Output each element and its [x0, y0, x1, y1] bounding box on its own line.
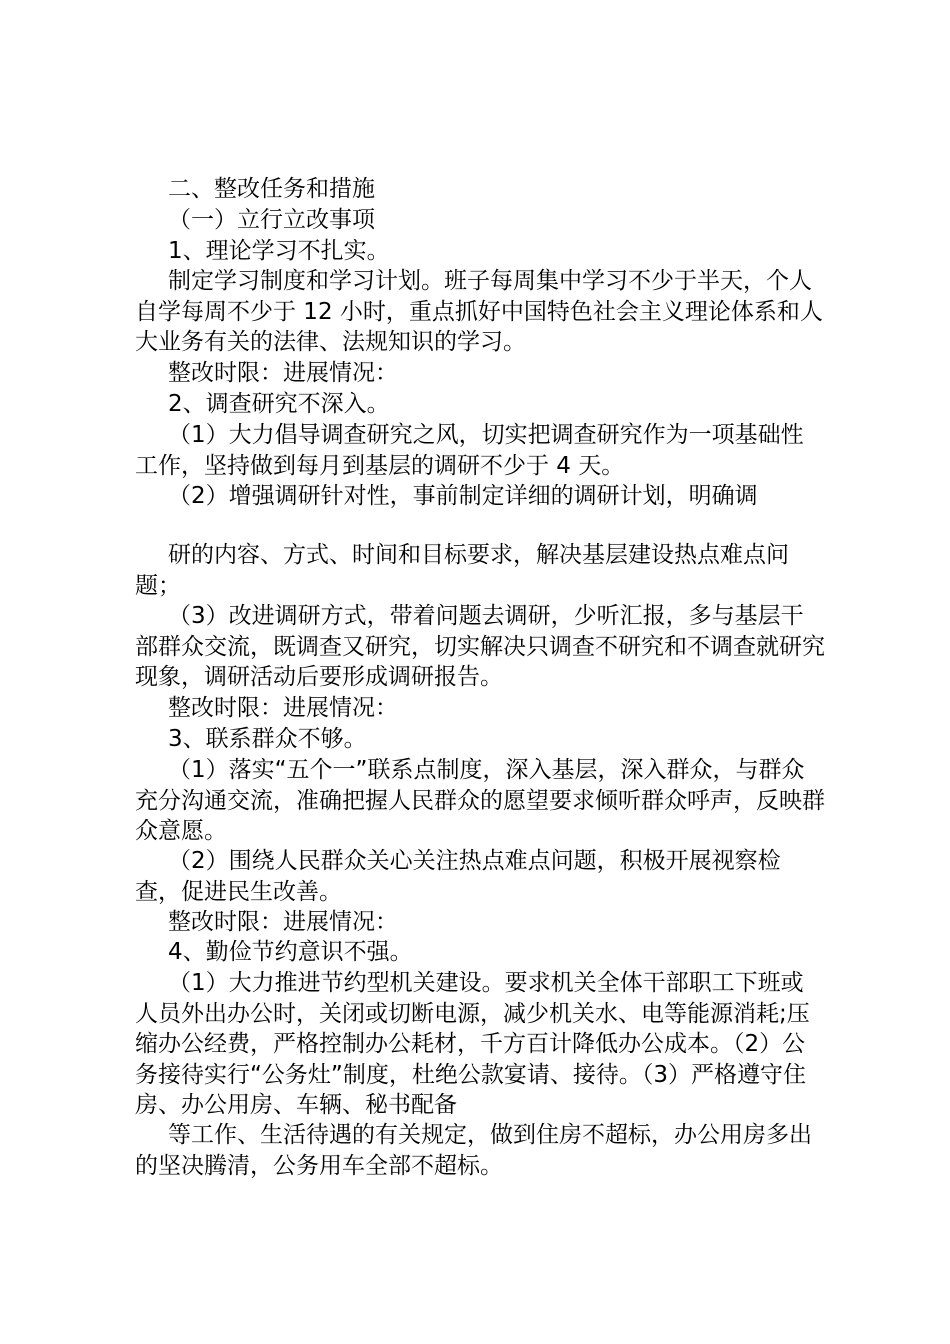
paragraph-contact-1: （1）落实“五个一”联系点制度，深入基层，深入群众，与群众充分沟通交流，准确把握人民群众的愿望要求倾听群众呼声，反映群众意愿。: [135, 757, 825, 844]
paragraph-research-3: （3）改进调研方式，带着问题去调研，少听汇报，多与基层干部群众交流，既调查又研究，切实解决只调查不研究和不调查就研究现象，调研活动后要形成调研报告。: [135, 603, 825, 690]
deadline-line-2: 整改时限：进展情况：: [168, 695, 398, 721]
paragraph-study-plan: 制定学习制度和学习计划。班子每周集中学习不少于半天，个人自学每周不少于 12 小时，重点抓好中国特色社会主义理论体系和人大业务有关的法律、法规知识的学习。: [135, 268, 823, 355]
subsection-heading: （一）立行立改事项: [168, 207, 375, 233]
paragraph-thrift-cont: 等工作、生活待遇的有关规定，做到住房不超标，办公用房多出的坚决腾清，公务用车全部不超标。: [135, 1122, 812, 1179]
paragraph-thrift: （1）大力推进节约型机关建设。要求机关全体干部职工下班或人员外出办公时，关闭或切断电源，减少机关水、电等能源消耗;压缩办公经费，严格控制办公耗材，千方百计降低办公成本。（2）公务接待实行“公务灶”制度，杜绝公款宴请、接待。（3）严格遵守住房、办公用房、车辆、秘书配备: [135, 970, 810, 1118]
item-heading-2: 2、调查研究不深入。: [168, 391, 390, 417]
paragraph-research-1: （1）大力倡导调查研究之风，切实把调查研究作为一项基础性工作，坚持做到每月到基层的调研不少于 4 天。: [135, 422, 804, 479]
item-heading-1: 1、理论学习不扎实。: [168, 238, 390, 264]
item-heading-3: 3、联系群众不够。: [168, 726, 367, 752]
deadline-line-1: 整改时限：进展情况：: [168, 360, 398, 386]
item-heading-4: 4、勤俭节约意识不强。: [168, 939, 413, 965]
paragraph-research-2: （2）增强调研针对性，事前制定详细的调研计划，明确调: [168, 483, 758, 509]
section-heading: 二、整改任务和措施: [168, 176, 375, 202]
paragraph-research-2-cont: 研的内容、方式、时间和目标要求，解决基层建设热点难点问题；: [135, 542, 789, 599]
paragraph-contact-2: （2）围绕人民群众关心关注热点难点问题，积极开展视察检查，促进民生改善。: [135, 848, 781, 905]
deadline-line-3: 整改时限：进展情况：: [168, 909, 398, 935]
